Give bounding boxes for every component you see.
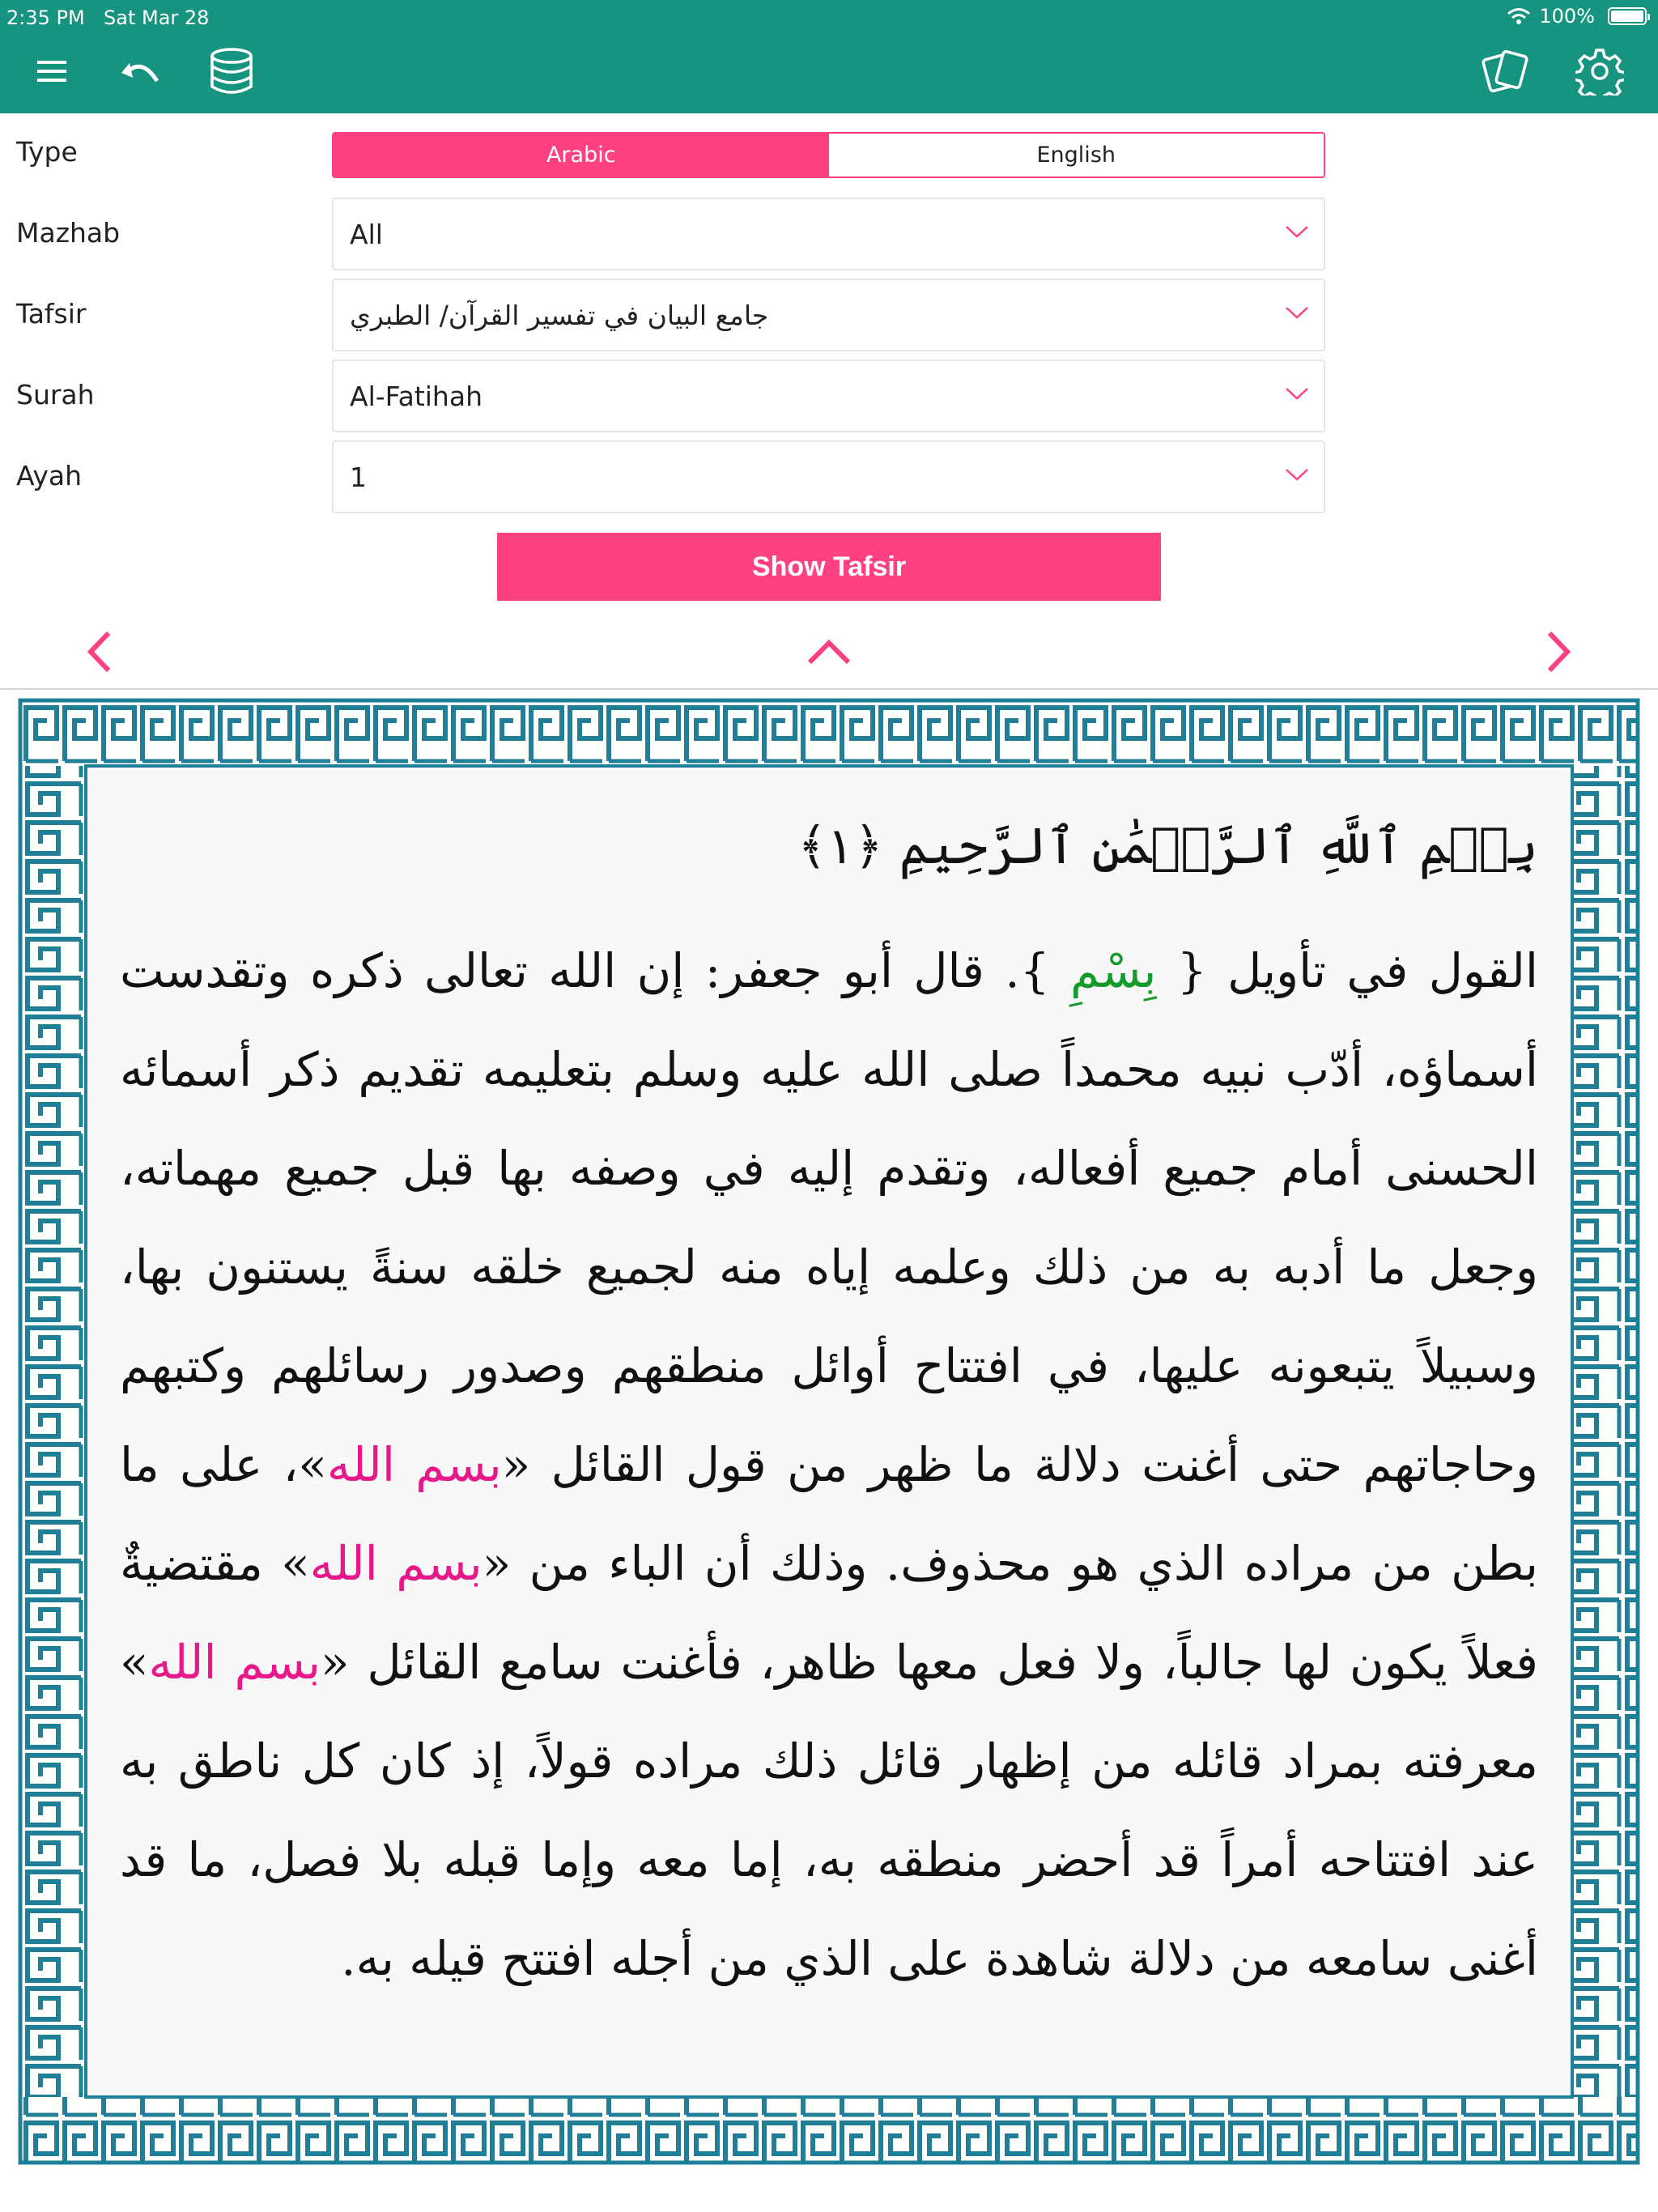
mazhab-select[interactable]: [332, 198, 1325, 270]
text-segment: القول في تأويل {: [1156, 943, 1538, 998]
menu-icon[interactable]: [26, 45, 78, 97]
surah-label: Surah: [16, 379, 95, 410]
highlighted-phrase: بسم الله: [309, 1536, 483, 1591]
chevron-down-icon: [1285, 223, 1309, 240]
status-right: [1507, 5, 1647, 28]
surah-select[interactable]: [332, 359, 1325, 432]
chevron-up-icon[interactable]: [805, 632, 853, 672]
surah-value: Al-Fatihah: [350, 380, 483, 412]
wifi-icon: [1507, 7, 1531, 25]
status-time: 2:35 PM: [6, 6, 85, 29]
highlighted-phrase: بسم الله: [326, 1437, 502, 1492]
chevron-right-icon[interactable]: [1533, 623, 1582, 680]
type-label: Type: [16, 136, 78, 168]
battery-percent: 100%: [1539, 5, 1595, 28]
ayah-value: 1: [350, 461, 367, 493]
battery-fill: [1611, 11, 1643, 22]
type-option-english[interactable]: English: [829, 134, 1324, 177]
show-tafsir-button[interactable]: Show Tafsir: [497, 533, 1161, 601]
chevron-down-icon: [1285, 385, 1309, 402]
text-segment: »، على ما بطن من مراده الذي هو محذوف. وذلك أن الباء من «: [120, 1437, 1538, 1591]
tafsir-panel: [18, 698, 1640, 2165]
cards-icon[interactable]: [1480, 45, 1532, 97]
gear-icon[interactable]: [1574, 45, 1626, 97]
tafsir-value: جامع البيان في تفسير القرآن/ الطبري: [350, 299, 769, 331]
text-segment: » مقتضيةٌ فعلاً يكون لها جالباً، ولا فعل معها ظاهر، فأغنت سامع القائل «: [120, 1536, 1538, 1690]
text-segment: }. قال أبو جعفر: إن الله تعالى ذكره وتقدست أسماؤه، أدّب نبيه محمداً صلى الله عليه وسلم بتعليمه تقديم ذكر أسمائه الحسنى أمام جميع أفعاله، وتقدم إليه في وصفه بها قبل جميع مهماته، وجعل ما أدبه به من ذلك وعلمه إياه منه لجميع خلقه سنةً يستنون بها، وسبيلاً يتبعونه عليها، في افتتاح أوائل منطقهم وصدور رسائلهم وكتبهم وحاجاتهم حتى أغنت دلالة ما ظهر من قول القائل «: [120, 943, 1538, 1492]
text-segment: » معرفته بمراد قائله من إظهار قائل ذلك مراده قولاً، إذ كان كل ناطق به عند افتتاحه أمراً قد أحضر منطقه به، إما معه وإما قبله بلا فصل، ما قد أغنى سامعه من دلالة شاهدة على الذي من أجله افتتح قيله به.: [120, 1635, 1538, 1986]
chevron-down-icon: [1285, 304, 1309, 321]
ayah-select[interactable]: [332, 440, 1325, 513]
tafsir-content: [87, 768, 1571, 2095]
undo-icon[interactable]: [113, 45, 165, 97]
tafsir-select[interactable]: [332, 279, 1325, 351]
battery-icon: [1608, 7, 1647, 25]
status-date: Sat Mar 28: [104, 6, 210, 29]
type-segmented-control[interactable]: [332, 132, 1325, 178]
tafsir-text: [120, 921, 1538, 2008]
divider: [0, 688, 1658, 690]
database-icon[interactable]: [206, 45, 257, 97]
status-bar: [0, 3, 1658, 32]
mazhab-value: All: [350, 218, 383, 250]
mazhab-label: Mazhab: [16, 217, 121, 249]
app-header: [0, 0, 1658, 113]
verse-text: بِسۡمِ ٱللَّهِ ٱلرَّحۡمَٰنِ ٱلرَّحِيمِ ﴿١﴾: [797, 816, 1538, 875]
tafsir-label: Tafsir: [16, 298, 87, 330]
chevron-down-icon: [1285, 466, 1309, 483]
type-option-arabic[interactable]: Arabic: [334, 134, 829, 177]
ayah-label: Ayah: [16, 460, 83, 491]
chevron-left-icon[interactable]: [76, 623, 125, 680]
highlighted-phrase: بسم الله: [148, 1635, 321, 1690]
highlighted-phrase: بِسْمِ: [1069, 943, 1157, 998]
